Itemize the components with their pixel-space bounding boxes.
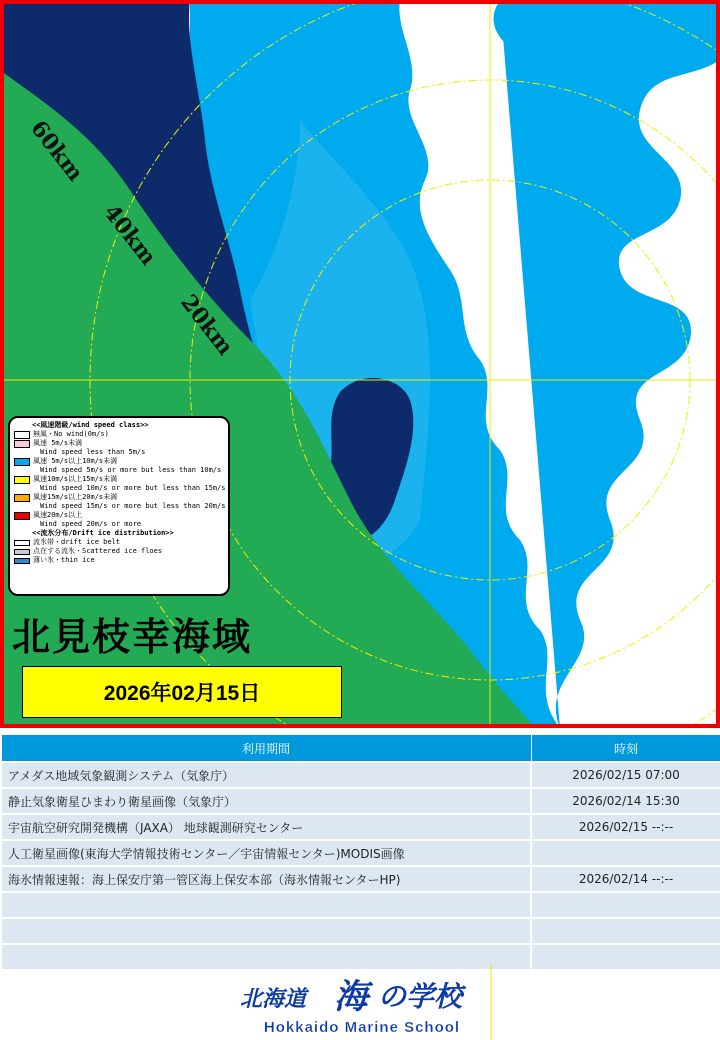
wind-legend-item [14, 430, 224, 439]
wind-swatch [14, 440, 30, 448]
ice-legend-label: 流氷帯・drift ice belt [33, 538, 121, 546]
ice-legend-item [14, 547, 224, 556]
ice-legend-item [14, 556, 224, 565]
source-column-header: 利用期間 [1, 735, 531, 763]
wind-legend-item [14, 475, 224, 484]
ice-legend-item [14, 538, 224, 547]
source-cell: 人工衛星画像(東海大学情報技術センター／宇宙情報センター)MODIS画像 [1, 840, 531, 866]
wind-legend-label: 風速10m/s以上15m/s未満 [33, 475, 118, 483]
source-cell: 海氷情報速報：海上保安庁第一管区海上保安本部（海氷情報センターHP) [1, 866, 531, 892]
time-cell: 2026/02/15 07:00 [531, 762, 720, 788]
source-cell [1, 918, 531, 944]
table-row [1, 840, 720, 866]
table-row [1, 762, 720, 788]
wind-legend-label: 無風・No wind(0m/s) [33, 430, 109, 438]
wind-legend-item [14, 457, 224, 466]
map-legend [8, 416, 230, 596]
table-row [1, 918, 720, 944]
ice-swatch [14, 540, 30, 546]
range-label-40km: 40km [98, 199, 162, 271]
wind-swatch [14, 458, 30, 466]
logo-text-ja-2: 海 [334, 977, 368, 1017]
wind-legend-sublabel: Wind speed less than 5m/s [40, 448, 146, 456]
source-table [0, 734, 720, 971]
ice-swatch [14, 558, 30, 564]
wind-swatch [14, 431, 30, 439]
ice-legend-header: <<流氷分布/Drift ice distribution>> [32, 529, 174, 537]
range-label-60km: 60km [25, 115, 89, 187]
wind-legend-header: <<風速階級/wind speed class>> [32, 421, 149, 429]
wind-legend-item [14, 511, 224, 520]
source-cell [1, 892, 531, 918]
wind-legend-sublabel: Wind speed 15m/s or more but less than 20m/s [40, 502, 226, 510]
time-cell [531, 892, 720, 918]
ice-swatch [14, 549, 30, 555]
region-title: 北見枝幸海域 [12, 614, 253, 659]
wind-swatch [14, 494, 30, 502]
wind-swatch [14, 476, 30, 484]
time-cell [531, 918, 720, 944]
table-row [1, 866, 720, 892]
wind-legend-sublabel: Wind speed 10m/s or more but less than 15m/s [40, 484, 226, 492]
time-cell: 2026/02/15 --:-- [531, 814, 720, 840]
wind-legend-item [14, 439, 224, 448]
table-row [1, 892, 720, 918]
hokkaido-marine-school-logo [0, 964, 720, 1040]
logo-text-en: Hokkaido Marine School [263, 1019, 461, 1036]
logo-text-ja-3: の学校 [378, 980, 463, 1013]
wind-legend-label: 風速 5m/s以上10m/s未満 [33, 457, 118, 465]
table-row [1, 788, 720, 814]
wind-legend-label: 風速20m/s以上 [33, 511, 83, 519]
time-cell: 2026/02/14 --:-- [531, 866, 720, 892]
table-row [1, 814, 720, 840]
time-cell: 2026/02/14 15:30 [531, 788, 720, 814]
date-label: 2026年02月15日 [22, 666, 342, 718]
time-cell [531, 840, 720, 866]
wind-legend-item [14, 493, 224, 502]
wind-legend-label: 風速 5m/s未満 [33, 439, 83, 447]
wind-legend-label: 風速15m/s以上20m/s未満 [33, 493, 118, 501]
source-cell: アメダス地域気象観測システム（気象庁） [1, 762, 531, 788]
source-cell: 宇宙航空研究開発機構（JAXA） 地球観測研究センター [1, 814, 531, 840]
ice-legend-label: 薄い氷・thin ice [33, 556, 95, 564]
wind-legend-sublabel: Wind speed 20m/s or more [40, 520, 142, 528]
range-label-20km: 20km [175, 289, 239, 361]
wind-swatch [14, 512, 30, 520]
time-column-header: 時刻 [531, 735, 720, 763]
ice-legend-label: 点在する流氷・Scattered ice floes [33, 547, 163, 555]
wind-legend-sublabel: Wind speed 5m/s or more but less than 10m/s [40, 466, 222, 474]
logo-text-ja-1: 北海道 [240, 986, 307, 1012]
source-cell: 静止気象衛星ひまわり衛星画像（気象庁） [1, 788, 531, 814]
